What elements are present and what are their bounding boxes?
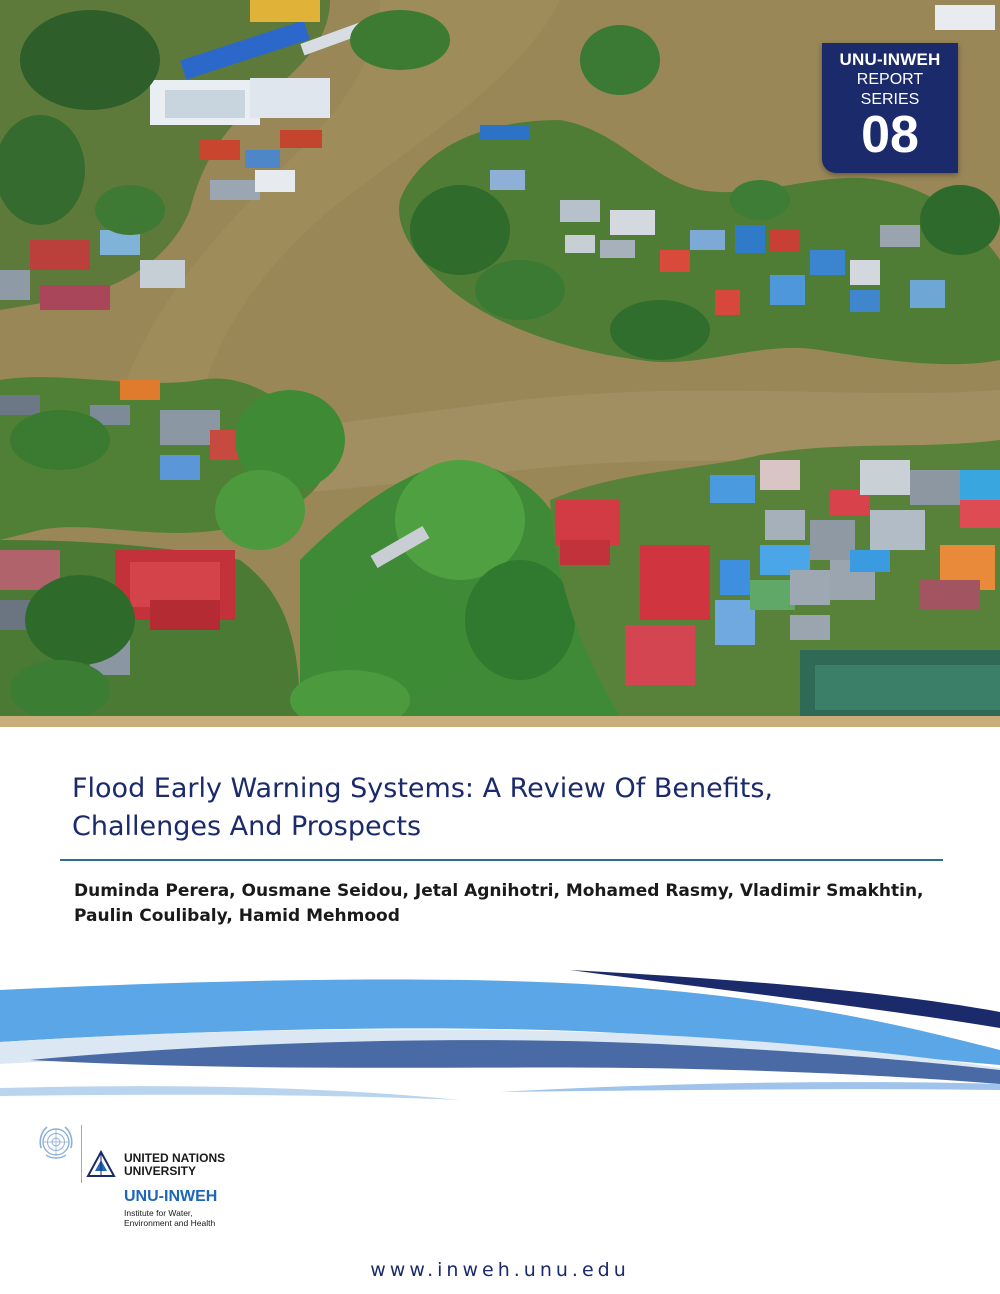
unu-logo-icon [86, 1150, 116, 1180]
report-title [72, 770, 952, 846]
inweh-subtitle-line-1: Institute for Water, [124, 1208, 193, 1218]
inweh-subtitle-line-2: Environment and Health [124, 1218, 216, 1228]
unu-name-line-1: UNITED NATIONS [124, 1151, 226, 1165]
report-title-line-2: Challenges And Prospects [72, 811, 422, 842]
title-divider [60, 859, 943, 861]
badge-line-series: SERIES [860, 91, 920, 108]
logo-divider [81, 1125, 82, 1183]
unu-name [124, 1152, 225, 1178]
un-emblem-icon [36, 1122, 76, 1162]
report-title-line-1: Flood Early Warning Systems: A Review Of Benefits, [72, 773, 773, 804]
inweh-name: UNU-INWEH [124, 1188, 218, 1205]
report-series-badge [822, 43, 958, 173]
decorative-waves [0, 960, 1000, 1110]
inweh-subtitle [124, 1208, 215, 1228]
author-list [74, 879, 954, 929]
badge-line-report: REPORT [856, 71, 924, 88]
author-list-line-2: Paulin Coulibaly, Hamid Mehmood [74, 906, 400, 926]
author-list-line-1: Duminda Perera, Ousmane Seidou, Jetal Agnihotri, Mohamed Rasmy, Vladimir Smakhtin, [74, 881, 924, 901]
website-url[interactable]: www.inweh.unu.edu [370, 1259, 630, 1281]
badge-org: UNU-INWEH [839, 50, 941, 69]
unu-name-line-2: UNIVERSITY [124, 1164, 197, 1178]
badge-number: 08 [861, 106, 919, 164]
photo-bottom-strip [0, 716, 1000, 727]
